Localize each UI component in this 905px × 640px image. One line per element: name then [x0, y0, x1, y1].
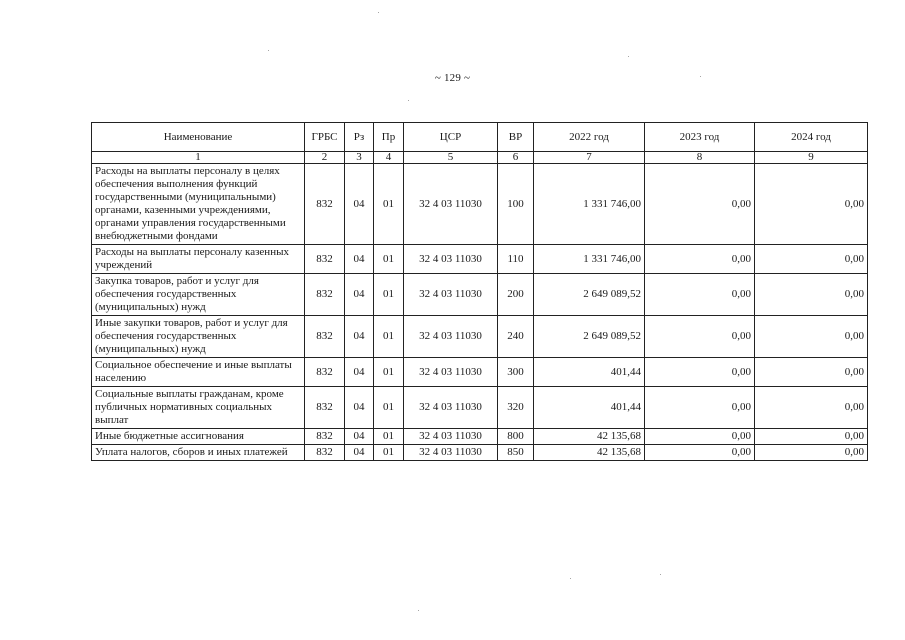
row-2022: 2 649 089,52 [534, 274, 645, 316]
row-vr: 240 [498, 316, 534, 358]
row-2024: 0,00 [755, 387, 868, 429]
row-pr: 01 [374, 316, 404, 358]
row-name: Уплата налогов, сборов и иных платежей [92, 445, 305, 461]
budget-table [91, 122, 868, 461]
column-number-row [92, 152, 868, 164]
row-grbs: 832 [305, 245, 345, 274]
row-vr: 800 [498, 429, 534, 445]
row-csr: 32 4 03 11030 [404, 429, 498, 445]
row-2022: 1 331 746,00 [534, 245, 645, 274]
row-2023: 0,00 [645, 429, 755, 445]
row-rz: 04 [345, 429, 374, 445]
scan-speck [700, 76, 701, 77]
column-number: 4 [374, 152, 404, 164]
row-vr: 320 [498, 387, 534, 429]
table-body [92, 152, 868, 461]
column-number: 9 [755, 152, 868, 164]
header-rz: Рз [345, 123, 374, 152]
table-row [92, 245, 868, 274]
row-pr: 01 [374, 274, 404, 316]
row-grbs: 832 [305, 358, 345, 387]
table-row [92, 274, 868, 316]
row-2022: 2 649 089,52 [534, 316, 645, 358]
row-2023: 0,00 [645, 164, 755, 245]
scan-speck [378, 12, 379, 13]
row-rz: 04 [345, 245, 374, 274]
row-pr: 01 [374, 429, 404, 445]
row-2023: 0,00 [645, 445, 755, 461]
page-number: ~ 129 ~ [434, 72, 471, 84]
row-pr: 01 [374, 164, 404, 245]
row-name: Социальные выплаты гражданам, кроме публичных нормативных социальных выплат [92, 387, 305, 429]
row-rz: 04 [345, 274, 374, 316]
row-vr: 200 [498, 274, 534, 316]
row-name: Расходы на выплаты персоналу в целях обеспечения выполнения функций государственными (муниципальными) органами, казенными учреждениями, органами управления государственными внебюджетными фондами [92, 164, 305, 245]
row-2023: 0,00 [645, 245, 755, 274]
row-grbs: 832 [305, 164, 345, 245]
row-csr: 32 4 03 11030 [404, 274, 498, 316]
row-csr: 32 4 03 11030 [404, 245, 498, 274]
row-2022: 401,44 [534, 387, 645, 429]
row-rz: 04 [345, 387, 374, 429]
header-2024: 2024 год [755, 123, 868, 152]
row-2023: 0,00 [645, 274, 755, 316]
row-2022: 401,44 [534, 358, 645, 387]
row-pr: 01 [374, 445, 404, 461]
column-number: 8 [645, 152, 755, 164]
row-2024: 0,00 [755, 316, 868, 358]
row-2024: 0,00 [755, 358, 868, 387]
scan-speck [408, 100, 409, 101]
header-csr: ЦСР [404, 123, 498, 152]
row-2022: 42 135,68 [534, 445, 645, 461]
header-pr: Пр [374, 123, 404, 152]
scan-speck [628, 56, 629, 57]
row-csr: 32 4 03 11030 [404, 387, 498, 429]
column-number: 2 [305, 152, 345, 164]
row-pr: 01 [374, 387, 404, 429]
row-2023: 0,00 [645, 316, 755, 358]
row-name: Закупка товаров, работ и услуг для обеспечения государственных (муниципальных) нужд [92, 274, 305, 316]
row-vr: 110 [498, 245, 534, 274]
row-rz: 04 [345, 164, 374, 245]
column-number: 1 [92, 152, 305, 164]
table-row [92, 164, 868, 245]
column-number: 3 [345, 152, 374, 164]
table-row [92, 316, 868, 358]
table-row [92, 387, 868, 429]
header-name: Наименование [92, 123, 305, 152]
row-name: Расходы на выплаты персоналу казенных учреждений [92, 245, 305, 274]
row-csr: 32 4 03 11030 [404, 358, 498, 387]
table-row [92, 429, 868, 445]
row-2024: 0,00 [755, 274, 868, 316]
row-grbs: 832 [305, 316, 345, 358]
row-csr: 32 4 03 11030 [404, 164, 498, 245]
table-row [92, 445, 868, 461]
row-2022: 42 135,68 [534, 429, 645, 445]
row-vr: 850 [498, 445, 534, 461]
row-rz: 04 [345, 316, 374, 358]
table-header [92, 123, 868, 152]
row-csr: 32 4 03 11030 [404, 316, 498, 358]
row-pr: 01 [374, 358, 404, 387]
row-name: Иные закупки товаров, работ и услуг для обеспечения государственных (муниципальных) нужд [92, 316, 305, 358]
header-row [92, 123, 868, 152]
row-rz: 04 [345, 358, 374, 387]
row-2023: 0,00 [645, 358, 755, 387]
row-name: Иные бюджетные ассигнования [92, 429, 305, 445]
row-2024: 0,00 [755, 429, 868, 445]
column-number: 7 [534, 152, 645, 164]
row-2024: 0,00 [755, 164, 868, 245]
header-2023: 2023 год [645, 123, 755, 152]
column-number: 5 [404, 152, 498, 164]
row-csr: 32 4 03 11030 [404, 445, 498, 461]
table-row [92, 358, 868, 387]
row-vr: 100 [498, 164, 534, 245]
row-pr: 01 [374, 245, 404, 274]
row-2024: 0,00 [755, 245, 868, 274]
row-vr: 300 [498, 358, 534, 387]
row-rz: 04 [345, 445, 374, 461]
scan-speck [268, 50, 269, 51]
scan-speck [418, 610, 419, 611]
row-2023: 0,00 [645, 387, 755, 429]
row-grbs: 832 [305, 429, 345, 445]
row-grbs: 832 [305, 445, 345, 461]
header-vr: ВР [498, 123, 534, 152]
row-2024: 0,00 [755, 445, 868, 461]
scan-speck [660, 574, 661, 575]
column-number: 6 [498, 152, 534, 164]
row-name: Социальное обеспечение и иные выплаты населению [92, 358, 305, 387]
scan-speck [570, 578, 571, 579]
row-grbs: 832 [305, 387, 345, 429]
header-grbs: ГРБС [305, 123, 345, 152]
row-grbs: 832 [305, 274, 345, 316]
header-2022: 2022 год [534, 123, 645, 152]
row-2022: 1 331 746,00 [534, 164, 645, 245]
